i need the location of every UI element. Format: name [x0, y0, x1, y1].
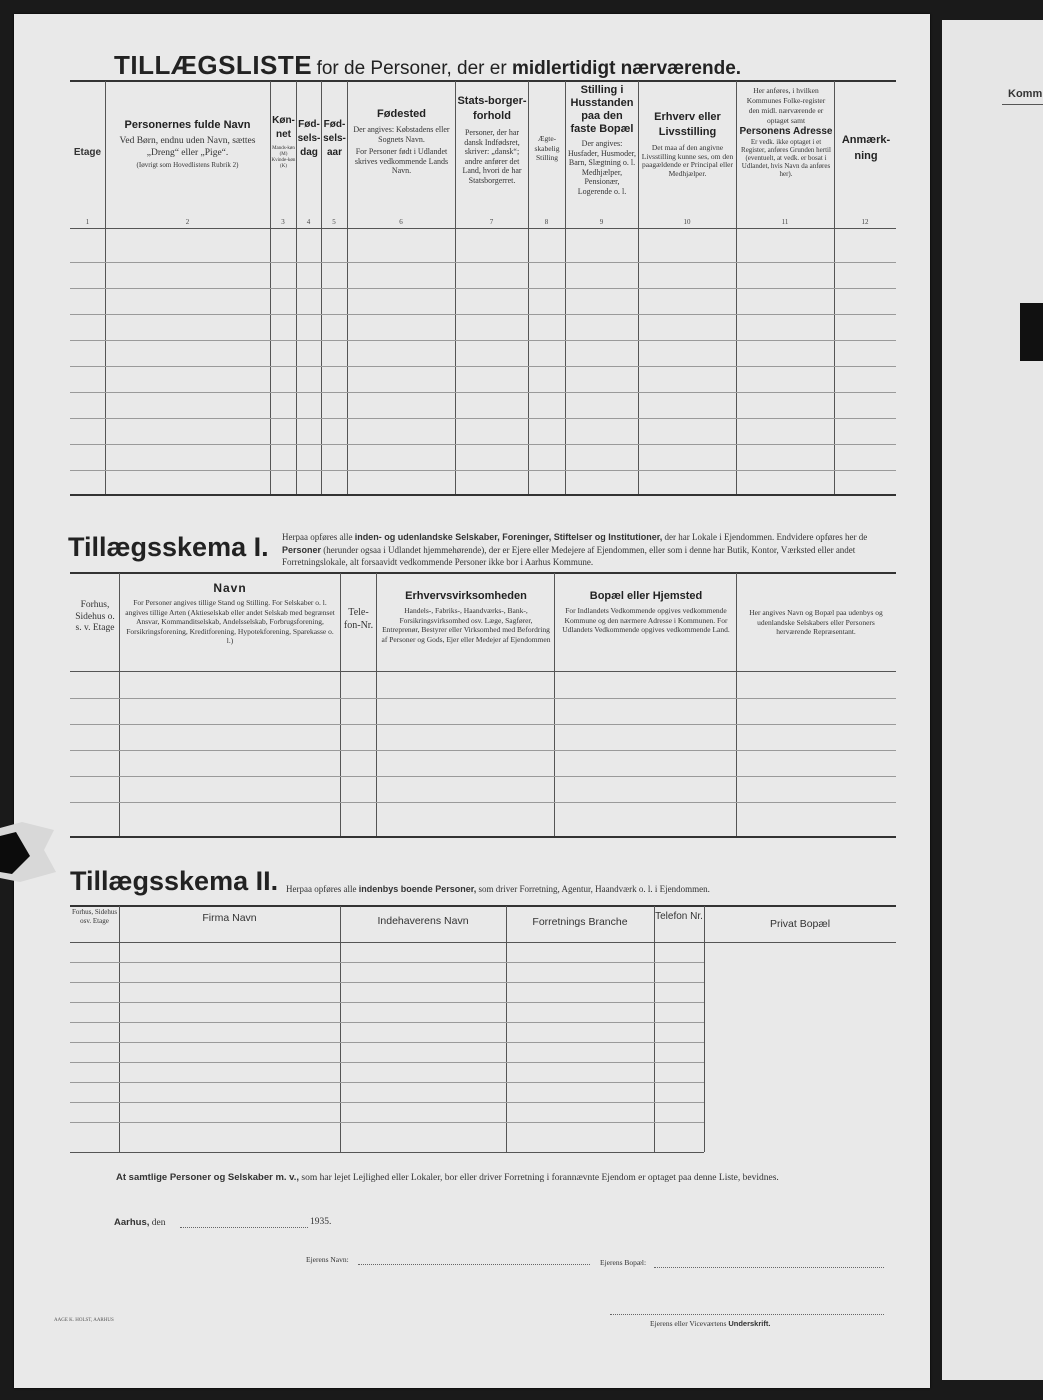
skema2-intro: Herpaa opføres alle indenbys boende Personer, som driver Forretning, Agentur, Haandværk o. l. i Ejendommen.: [286, 884, 710, 894]
col-fodselsaar-header: Fød-sels-aar: [323, 119, 346, 158]
col-anmaerkning-header: Anmærk-ning: [841, 134, 891, 162]
adjacent-page-line: [1002, 104, 1043, 105]
s2-col-etage-header: Forhus, Sidehus osv. Etage: [71, 908, 118, 925]
skema1-intro: Herpaa opføres alle inden- og udenlandske Selskaber, Foreninger, Stiftelser og Institutioner, der har Lokale i Ejendommen. Endvidere opføres her de Personer (herunder ogsaa i Udlandet hjemmehørende), der er Ejere eller Medejere af Ejendommen, eller som i denne har Butik, Kontor, Værksted eller andet Forretningslokale, alt forsaavidt vedkommende Personer ikke bor i Aarhus Kommune.: [282, 532, 868, 567]
s2-col-firma-header: Firma Navn: [202, 912, 257, 924]
s1-col-erhverv-header: Erhvervsvirksomheden Handels-, Fabriks-, Haandværks-, Bank-, Forsikringsvirksomhed osv. Læge, Sagfører, Entreprenør, Bestyrer eller Virksomhed med Befordring af Personer og Gods, Ejer eller Medejer af Ejendommen: [381, 590, 551, 644]
adjacent-page-mark: [1020, 303, 1043, 361]
col-number: 11: [781, 218, 789, 226]
col-kon-header: Køn-net Mands-køn (M) Kvinde-køn (K): [271, 115, 296, 169]
col-number: 9: [599, 218, 604, 226]
owner-address-label: Ejerens Bopæl:: [600, 1258, 647, 1267]
col-number: 10: [683, 218, 691, 226]
s1-col-etage-header: Forhus, Sidehus o. s. v. Etage: [75, 600, 115, 633]
col-number: 7: [489, 218, 494, 226]
owner-name-field[interactable]: [358, 1264, 590, 1265]
date-line: Aarhus, den: [114, 1217, 166, 1228]
s1-col-telefon-header: Tele-fon-Nr.: [343, 607, 374, 631]
col-etage-header: Etage: [73, 147, 102, 158]
title-rest: for de Personer, der er midlertidigt nærværende.: [316, 58, 742, 79]
signature-label: Ejerens eller Viceværtens Underskrift.: [650, 1319, 771, 1328]
binding-clip-icon: [0, 822, 60, 884]
owner-address-field[interactable]: [654, 1267, 884, 1268]
census-form-page: [14, 14, 930, 1388]
printer-imprint: AAGE K. HOLST, AARHUS: [54, 1318, 114, 1323]
s2-col-indehaver-header: Indehaverens Navn: [377, 915, 469, 927]
year-label: 1935.: [310, 1217, 332, 1227]
s1-col-navn-header: Navn For Personer angives tillige Stand og Stilling. For Selskaber o. l. angives tillige Arten (Aktieselskab eller andet Selskab med begrænset Ansvar, Kommanditselskab, Andelsselskab, Forbrugsforening, Forsikringsforening, Kreditforening, Hypotekforening, Sparekasse o. l.): [125, 581, 335, 645]
skema2-title: Tillægsskema II.: [70, 866, 279, 896]
adjacent-page-fragment: Komm: [1008, 88, 1043, 100]
col-number: 5: [332, 218, 336, 226]
col-number: 3: [281, 218, 285, 226]
col-number: 2: [185, 218, 190, 226]
col-statsborger-header: Stats-borger-forhold Personer, der har dansk Indfødsret, skriver: „dansk“; andre anfører det Land, hvori de har Statsborgerret.: [457, 95, 527, 185]
adjacent-page: [942, 20, 1043, 1380]
col-number: 8: [544, 218, 549, 226]
s2-col-branche-header: Forretnings Branche: [532, 916, 628, 928]
col-erhverv-header: Erhverv eller Livsstilling Det maa af den angivne Livsstilling kunne ses, om den paagældende er Principal eller Medhjælper.: [641, 111, 734, 178]
col-number: 1: [85, 218, 90, 226]
col-navn-header: Personernes fulde Navn Ved Børn, endnu uden Navn, sættes „Dreng“ eller „Pige“. (Iøvrigt som Hovedlistens Rubrik 2): [119, 119, 256, 169]
col-adresse-header: Her anføres, i hvilken Kommunes Folke-register den midl. nærværende er optaget samt Personens Adresse Er vedk. ikke optaget i et Register, anføres Grunden hertil (eventuelt, at vedk. er bosat i Udlandet, hvis Navn da anføres her).: [739, 86, 833, 178]
col-aegteskab-header: Ægte-skabelig Stilling: [534, 134, 560, 162]
s1-col-repr-header: Her angives Navn og Bopæl paa udenbys og udenlandske Selskabers eller Personers herværende Repræsentant.: [749, 608, 883, 636]
col-stilling-header: Stilling i Husstanden paa den faste Bopæl Der angives: Husfader, Husmoder, Barn, Slægtning o. l. Medhjælper, Pensionær, Logerende o. l.: [567, 84, 636, 196]
skema1-title: Tillægsskema I.: [68, 532, 269, 562]
s2-col-telefon-header: Telefon Nr.: [655, 911, 703, 922]
page-title: TILLÆGSLISTE for de Personer, der er midlertidigt nærværende.: [114, 50, 742, 80]
col-number: 12: [861, 218, 869, 226]
s1-col-bopael-header: Bopæl eller Hjemsted For Indlandets Vedkommende opgives vedkommende Kommune og den nærmere Adresse i Kommunen. For Udlandets Vedkommende opgives vedkommende Land.: [562, 590, 730, 634]
date-field[interactable]: [180, 1227, 308, 1228]
col-number: 4: [306, 218, 311, 226]
s2-col-privat-header: Privat Bopæl: [769, 918, 831, 930]
col-fodselsdag-header: Fød-sels-dag: [297, 119, 321, 158]
attestation-text: At samtlige Personer og Selskaber m. v., som har lejet Lejlighed eller Lokaler, bor eller driver Forretning i forannævnte Ejendom er optaget paa denne Liste, bevidnes.: [116, 1172, 779, 1183]
col-fodested-header: Fødested Der angives: Købstadens eller Sognets Navn. For Personer født i Udlandet skrives vedkommende Lands Navn.: [353, 108, 450, 175]
col-number: 6: [399, 218, 403, 226]
owner-name-label: Ejerens Navn:: [306, 1255, 349, 1264]
signature-field[interactable]: [610, 1314, 884, 1315]
